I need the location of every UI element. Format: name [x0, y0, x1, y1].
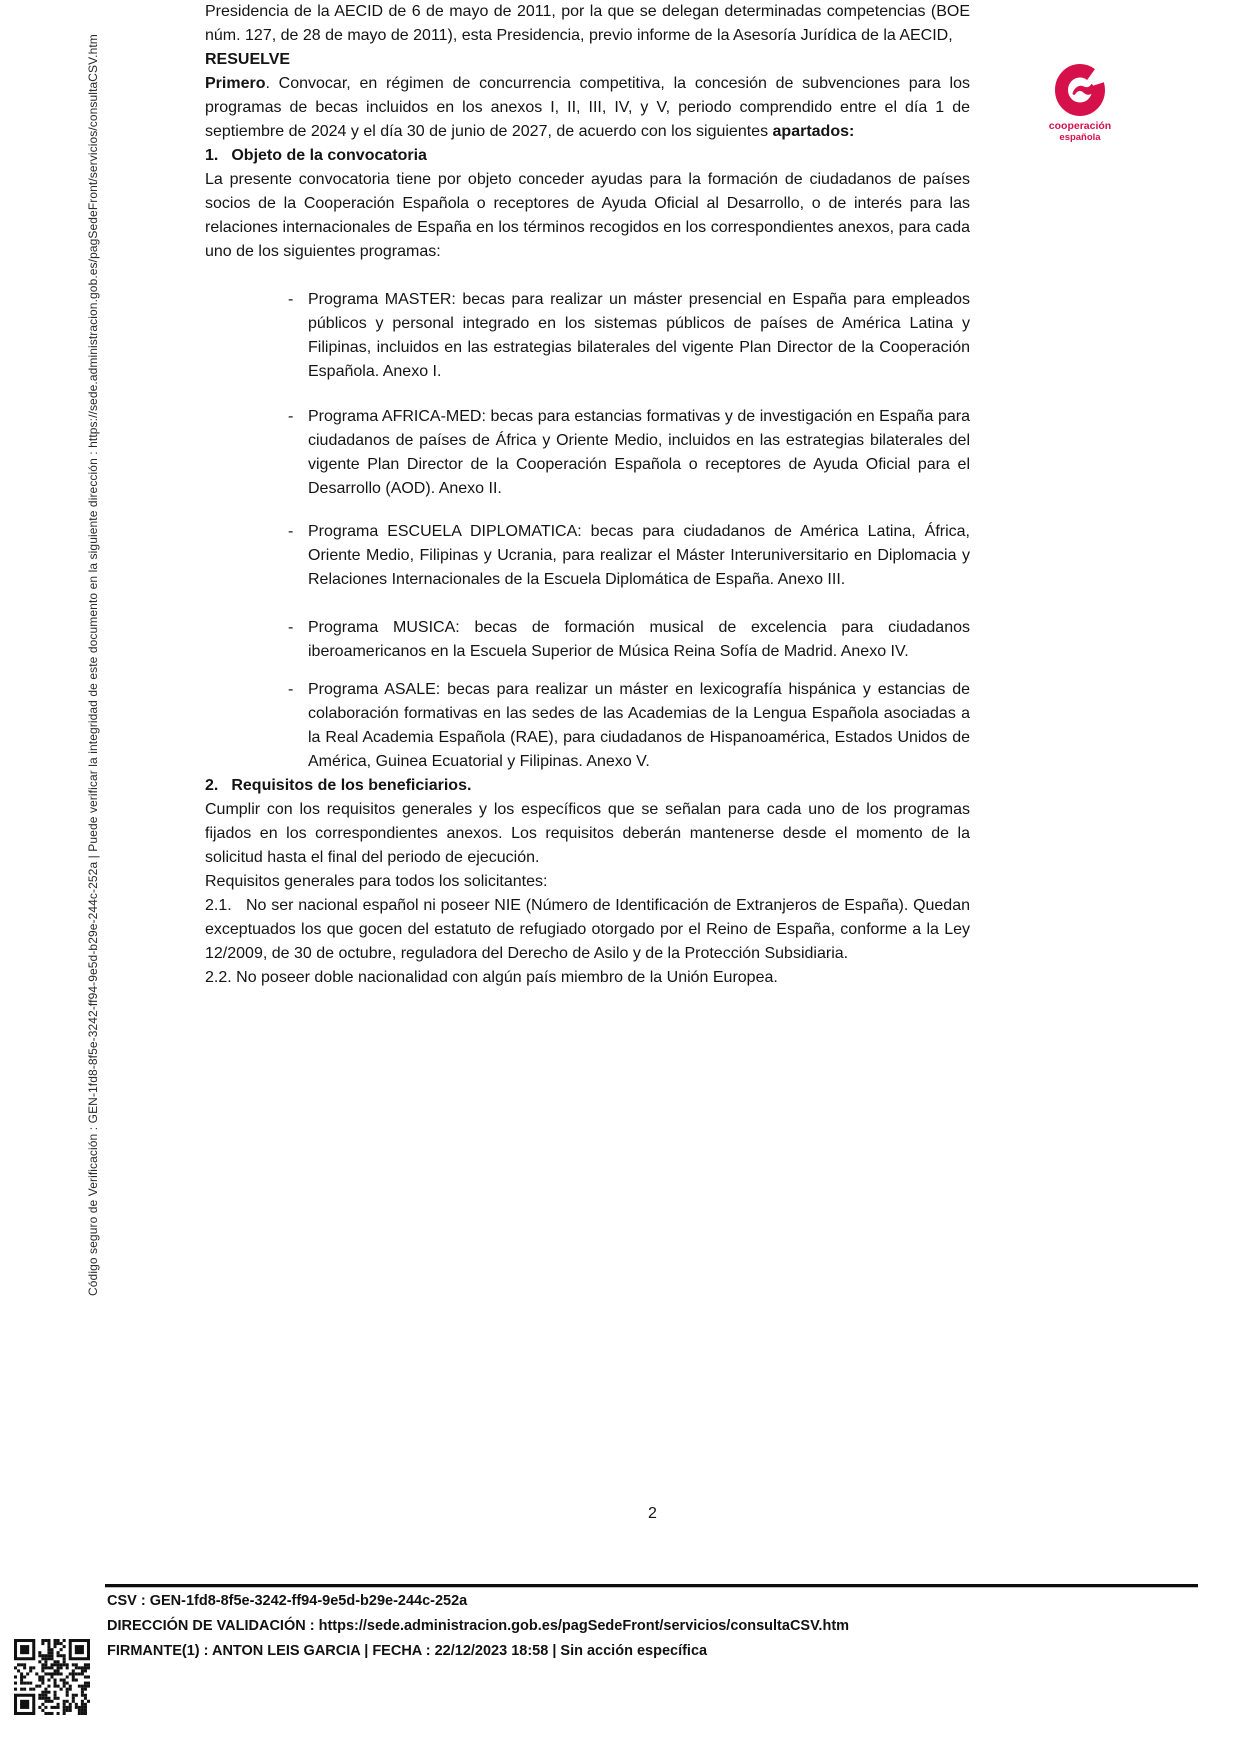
footer-validation-url: DIRECCIÓN DE VALIDACIÓN : https://sede.administracion.gob.es/pagSedeFront/servicios/consultaCSV.htm — [107, 1618, 850, 1634]
section-2-heading — [205, 774, 970, 798]
bullet-dash-icon: - — [288, 408, 294, 425]
section-2-label: Requisitos de los beneficiarios. — [231, 777, 472, 794]
list-item-programa-africa-med — [288, 405, 970, 501]
cooperacion-espanola-logo — [1040, 64, 1120, 143]
section-1-intro: La presente convocatoria tiene por objeto conceder ayudas para la formación de ciudadanos de países socios de la Cooperación Española o receptores de Ayuda Oficial al Desarrollo, o de interés para las relaciones internacionales de España en los términos recogidos en los correspondientes anexos, para cada uno de los siguientes programas: — [205, 171, 970, 260]
requirement-2-2: 2.2. No poseer doble nacionalidad con algún país miembro de la Unión Europea. — [205, 969, 778, 986]
verification-sidebar-text: Código seguro de Verificación : GEN-1fd8-8f5e-3242-ff94-9e5d-b29e-244c-252a | Puede verificar la integridad de este documento en la siguiente dirección : https://sede.administracion.gob.es/pagSedeFront/servicios/consultaCSV.htm — [86, 34, 100, 1296]
footer-csv: CSV : GEN-1fd8-8f5e-3242-ff94-9e5d-b29e-244c-252a — [107, 1593, 468, 1609]
list-item-programa-escuela-diplomatica — [288, 520, 970, 592]
bullet-dash-icon: - — [288, 619, 294, 636]
footer-divider — [105, 1584, 1198, 1588]
list-item-text: Programa MUSICA: becas de formación musical de excelencia para ciudadanos iberoamericanos en la Escuela Superior de Música Reina Sofía de Madrid. Anexo IV. — [308, 619, 970, 660]
primero-paragraph — [205, 72, 970, 144]
primero-bold-tail: apartados: — [772, 123, 855, 140]
bullet-dash-icon: - — [288, 681, 294, 698]
section-2-number: 2. — [205, 777, 219, 794]
document-body — [205, 0, 970, 990]
list-item-programa-master — [288, 288, 970, 384]
list-item-text: Programa ESCUELA DIPLOMATICA: becas para ciudadanos de América Latina, África, Oriente Medio, Filipinas y Ucrania, para realizar el Máster Interuniversitario en Diplomacia y Relaciones Internacionales de la Escuela Diplomática de España. Anexo III. — [308, 523, 970, 588]
intro-paragraph: Presidencia de la AECID de 6 de mayo de 2011, por la que se delegan determinadas competencias (BOE núm. 127, de 28 de mayo de 2011), esta Presidencia, previo informe de la Asesoría Jurídica de la AECID, — [205, 3, 970, 44]
logo-text-cooperacion: cooperación — [1048, 120, 1112, 132]
footer-block — [107, 1589, 849, 1664]
section-1-number: 1. — [205, 147, 219, 164]
primero-text: . Convocar, en régimen de concurrencia competitiva, la concesión de subvenciones para los programas de becas incluidos en los anexos I, II, III, IV, y V, periodo comprendido entre el día 1 de septiembre de 2024 y el día 30 de junio de 2027, de acuerdo con los siguientes — [205, 75, 970, 140]
requirement-2-1: 2.1. No ser nacional español ni poseer NIE (Número de Identificación de Extranjeros de España). Quedan exceptuados los que gocen del estatuto de refugiado otorgado por el Reino de España, conforme a la Ley 12/2009, de 30 de octubre, reguladora del Derecho de Asilo y de la Protección Subsidiaria. — [205, 897, 970, 962]
primero-bold-lead: Primero — [205, 75, 266, 92]
list-item-text: Programa ASALE: becas para realizar un máster en lexicografía hispánica y estancias de colaboración formativas en las sedes de las Academias de la Lengua Española asociadas a la Real Academia Española (RAE), para ciudadanos de Hispanoamérica, Estados Unidos de América, Guinea Ecuatorial y Filipinas. Anexo V. — [308, 681, 970, 770]
qr-code — [14, 1639, 90, 1715]
logo-text-espanola: española — [1059, 132, 1101, 143]
section-1-heading — [205, 144, 970, 168]
cooperacion-espanola-logo-icon — [1055, 64, 1105, 116]
resuelve-heading: RESUELVE — [205, 51, 291, 68]
section-2-requisitos-generales: Requisitos generales para todos los solicitantes: — [205, 873, 548, 890]
bullet-dash-icon: - — [288, 523, 294, 540]
section-2-paragraph-cumplir: Cumplir con los requisitos generales y los específicos que se señalan para cada uno de los programas fijados en los correspondientes anexos. Los requisitos deberán mantenerse desde el momento de la solicitud hasta el final del periodo de ejecución. — [205, 801, 970, 866]
list-item-text: Programa MASTER: becas para realizar un máster presencial en España para empleados públicos y personal integrado en los sistemas públicos de países de América Latina y Filipinas, incluidos en las estrategias bilaterales del vigente Plan Director de la Cooperación Española. Anexo I. — [308, 291, 970, 380]
list-item-text: Programa AFRICA-MED: becas para estancias formativas y de investigación en España para ciudadanos de países de África y Oriente Medio, incluidos en las estrategias bilaterales del vigente Plan Director de la Cooperación Española o receptores de Ayuda Oficial para el Desarrollo (AOD). Anexo II. — [308, 408, 970, 497]
bullet-dash-icon: - — [288, 291, 294, 308]
section-1-label: Objeto de la convocatoria — [231, 147, 427, 164]
page-number: 2 — [648, 1505, 657, 1522]
list-item-programa-asale — [288, 678, 970, 774]
list-item-programa-musica — [288, 616, 970, 664]
footer-signer: FIRMANTE(1) : ANTON LEIS GARCIA | FECHA : 22/12/2023 18:58 | Sin acción específica — [107, 1643, 708, 1659]
